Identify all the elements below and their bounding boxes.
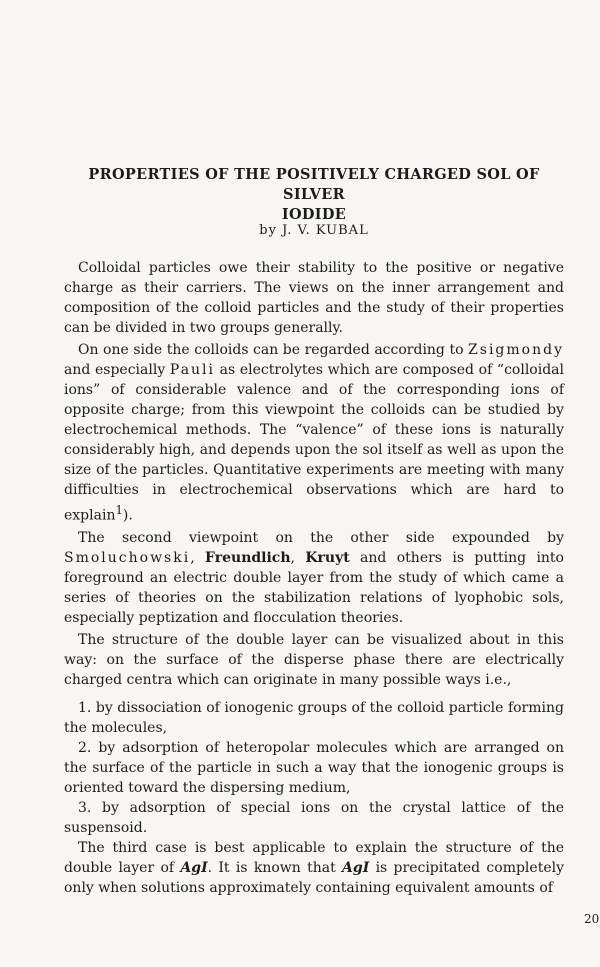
page-number: 20 (584, 912, 600, 926)
p3-text-b: , (190, 549, 206, 566)
body-text (64, 258, 564, 898)
title-line-2: IODIDE (281, 206, 347, 223)
p2-text-b: and especially (64, 362, 170, 378)
formula-agi-1: AgI (180, 859, 208, 876)
paper-page (64, 0, 600, 967)
p5-text-c: is precipitated completely only when solutions approximately containing equivalent amounts of (64, 859, 564, 896)
p3-text-a: The second viewpoint on the other side expounded by (78, 529, 564, 546)
p3-text-c: , (290, 549, 306, 566)
p3-text-d: and others is putting into foreground an electric double layer from the study of which came a series of theories on the stabilization relations of lyophobic sols, especially peptization and flocculation theories. (64, 549, 564, 626)
list-item-3: 3. by adsorption of special ions on the crystal lattice of the suspensoid. (64, 799, 564, 836)
author-line: by J. V. KUBAL (259, 223, 369, 238)
paragraph-5 (64, 838, 564, 898)
formula-agi-2: AgI (342, 859, 370, 876)
title-line-1: PROPERTIES OF THE POSITIVELY CHARGED SOL OF SILVER (88, 166, 540, 203)
list-item-1: 1. by dissociation of ionogenic groups of the colloid particle forming the molecules, (64, 699, 564, 736)
p2-text-d: ). (122, 507, 133, 524)
name-smoluchowski: Smoluchowski (64, 549, 191, 566)
footnote-ref: 1 (115, 503, 123, 517)
paragraph-1: Colloidal particles owe their stability to the positive or negative charge as their carriers. The views on the inner arrangement and composition of the colloid particles and the study of their properties can be divided in two groups generally. (64, 260, 564, 336)
paper-title (64, 165, 564, 225)
p2-text-c: as electrolytes which are composed of “colloidal ions” of considerable valence and of the corresponding ions of opposite charge; from this viewpoint the colloids can be studied by electrochemical methods. The “valence” of these ions is naturally considerably high, and depends upon the sol itself as well as upon the size of the particles. Quantitative experiments are meeting with many difficulties in electrochemical observations which are hard to explain (64, 362, 564, 524)
name-zsigmondy: Zsigmondy (468, 342, 564, 358)
paragraph-4: The structure of the double layer can be visualized about in this way: on the surface of the disperse phase there are electrically charged centra which can originate in many possible ways i.e., (64, 631, 564, 688)
name-freundlich: Freundlich (205, 549, 291, 566)
paragraph-3 (64, 528, 564, 628)
p5-text-b: . It is known that (207, 859, 343, 876)
name-kruyt: Kruyt (305, 549, 350, 566)
paragraph-2 (64, 340, 564, 526)
enumerated-list (64, 698, 564, 838)
name-pauli: Pauli (169, 362, 216, 378)
list-item-2: 2. by adsorption of heteropolar molecules which are arranged on the surface of the particle in such a way that the ionogenic groups is oriented toward the dispersing medium, (64, 739, 564, 796)
p2-text-a: On one side the colloids can be regarded according to (78, 342, 469, 358)
p5-text-a: The third case is best applicable to explain the structure of the double layer of (64, 839, 564, 876)
